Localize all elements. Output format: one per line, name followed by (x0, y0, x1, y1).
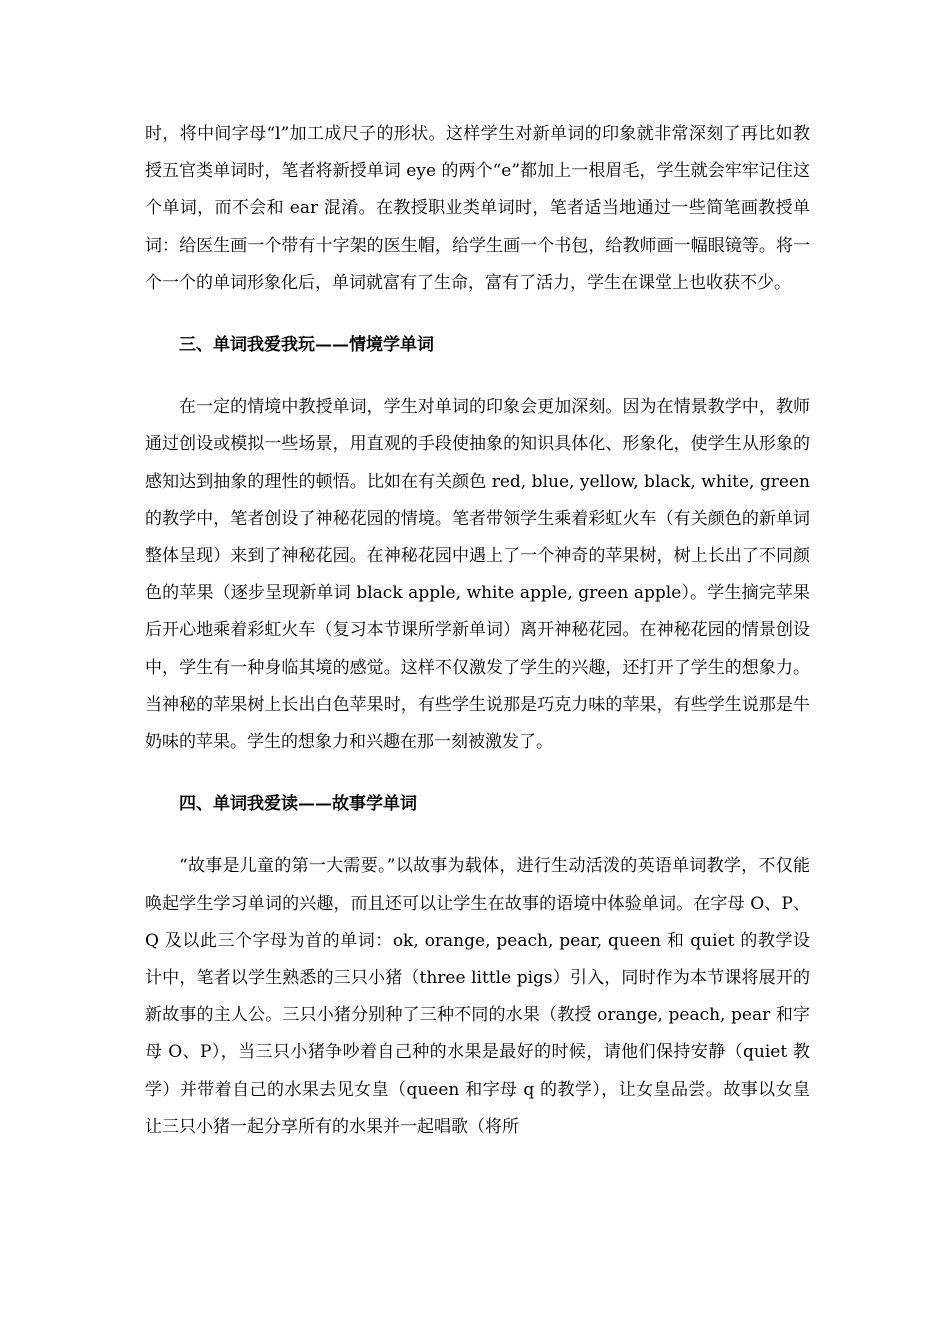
section-heading: 三、单词我爱我玩——情境学单词 (179, 335, 434, 356)
paragraph-spacing (145, 761, 810, 786)
body-paragraph: 在一定的情境中教授单词，学生对单词的印象会更加深刻。因为在情景教学中，教师通过创设或模拟一些场景，用直观的手段使抽象的知识具体化、形象化，使学生从形象的感知达到抽象的理性的顿悟。比如在有关颜色 red, blue, yellow, black, white, green 的教学中，笔者创设了神秘花园的情境。笔者带领学生乘着彩虹火车（有关颜色的新单词整体呈现）来到了神秘花园。在神秘花园中遇上了一个神奇的苹果树，树上长出了不同颜色的苹果（逐步呈现新单词 black apple, white apple, green apple）。学生摘完苹果后开心地乘着彩虹火车（复习本节课所学新单词）离开神秘花园。在神秘花园的情景创设中，学生有一种身临其境的感觉。这样不仅激发了学生的兴趣，还打开了学生的想象力。当神秘的苹果树上长出白色苹果时，有些学生说那是巧克力味的苹果，有些学生说那是牛奶味的苹果。学生的想象力和兴趣在那一刻被激发了。 (145, 397, 810, 753)
body-paragraph: 时，将中间字母“l”加工成尺子的形状。这样学生对新单词的印象就非常深刻了再比如教授五官类单词时，笔者将新授单词 eye 的两个“e”都加上一根眉毛，学生就会牢牢记住这个单词，而不会和 ear 混淆。在教授职业类单词时，笔者适当地通过一些简笔画教授单词：给医生画一个带有十字架的医生帽，给学生画一个书包，给教师画一幅眼镜等。将一个一个的单词形象化后，单词就富有了生命，富有了活力，学生在课堂上也收获不少。 (145, 124, 810, 293)
paragraph-spacing (145, 823, 810, 848)
document-page (145, 116, 810, 1146)
body-paragraph: “故事是儿童的第一大需要。”以故事为载体，进行生动活泼的英语单词教学，不仅能唤起学生学习单词的兴趣，而且还可以让学生在故事的语境中体验单词。在字母 O、P、Q 及以此三个字母为首的单词：ok, orange, peach, pear, queen 和 quiet 的教学设计中，笔者以学生熟悉的三只小猪（three little pigs）引入，同时作为本节课将展开的新故事的主人公。三只小猪分别种了三种不同的水果（教授 orange, peach, pear 和字母 O、P），当三只小猪争吵着自己种的水果是最好的时候，请他们保持安静（quiet 教学）并带着自己的水果去见女皇（queen 和字母 q 的教学），让女皇品尝。故事以女皇让三只小猪一起分享所有的水果并一起唱歌（将所 (145, 856, 810, 1137)
paragraph-spacing (145, 364, 810, 389)
paragraph-spacing (145, 302, 810, 327)
section-heading: 四、单词我爱读——故事学单词 (179, 794, 417, 815)
